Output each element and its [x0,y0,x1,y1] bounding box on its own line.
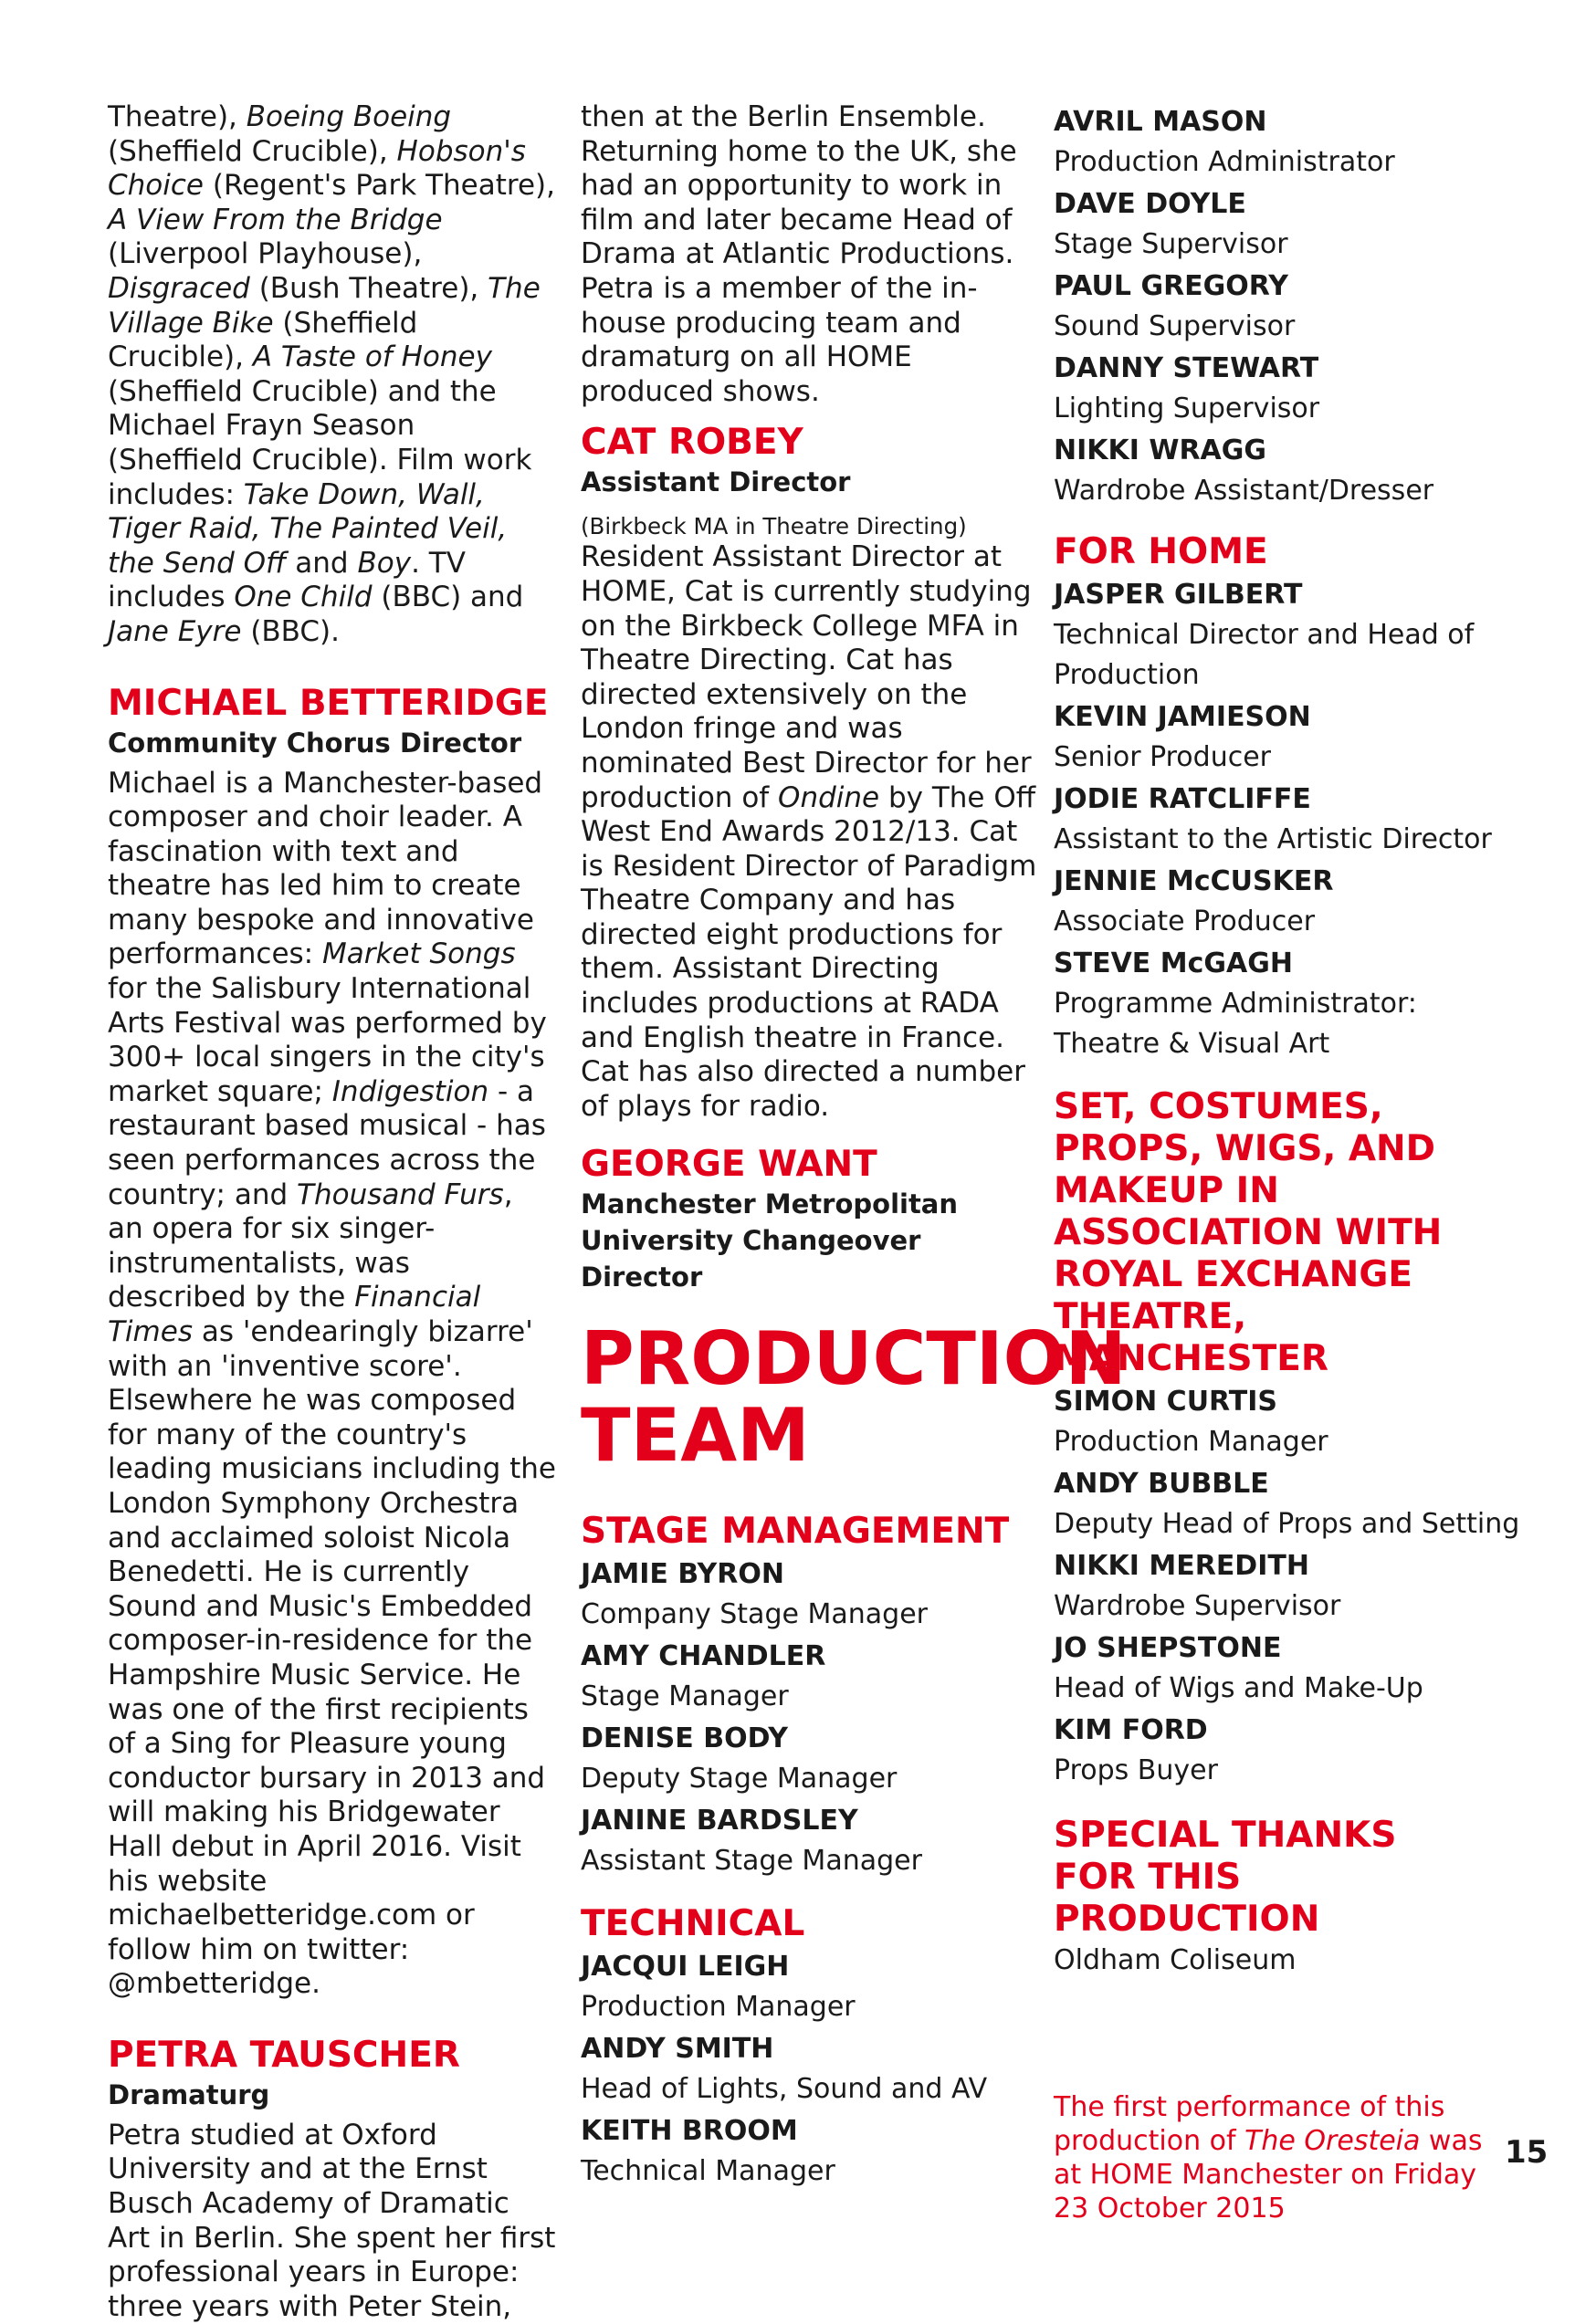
special-thanks-section [1054,1815,1528,1981]
bio-continued-paragraph: then at the Berlin Ensemble. Returning home to the UK, she had an opportunity to work in film and later became Head of Drama at Atlantic Productions. Petra is a member of the in-house producing team and dramaturg on all HOME produced shows. [581,100,1017,408]
staff-name: DAVE DOYLE [1054,188,1246,220]
bio-continued-paragraph: Theatre), Boeing Boeing (Sheffield Crucible), Hobson's Choice (Regent's Park Theatre), A View From the Bridge (Liverpool Playhouse), Disgraced (Bush Theatre), The Village Bike (Sheffield Crucible), A Taste of Honey (Sheffield Crucible) and the Michael Frayn Season (Sheffield Crucible). Film work includes: Take Down, Wall, Tiger Raid, The Painted Veil, the Send Off and Boy. TV includes One Child (BBC) and Jane Eyre (BBC). [108,100,555,648]
staff-name: DENISE BODY [581,1722,789,1755]
staff-name: NIKKI WRAGG [1054,434,1267,466]
staff-title: Senior Producer [1054,741,1272,773]
staff-name: NIKKI MEREDITH [1054,1550,1309,1582]
staff-list [1054,102,1528,511]
staff-name: JENNIE McCUSKER [1054,865,1334,897]
staff-entry [1054,1628,1528,1709]
column-1 [108,100,557,2324]
first-performance-note: The first performance of this production of The Oresteia was at HOME Manchester on Friday 23 October 2015 [1054,2091,1483,2225]
staff-name: ANDY SMITH [581,2033,774,2066]
bio-name: CAT ROBEY [581,422,803,464]
column-2 [581,100,1127,2192]
staff-name: KEITH BROOM [581,2115,798,2148]
bio-note: (Birkbeck MA in Theatre Directing) [581,513,967,540]
staff-name: JASPER GILBERT [1054,579,1303,611]
bio-petra-tauscher [108,2035,557,2324]
for-home-section [1054,531,1528,1064]
bio-role: Manchester Metropolitan University Changeover Director [581,1188,959,1293]
staff-name: JAMIE BYRON [581,1558,784,1591]
staff-list [1054,575,1528,1064]
bio-text: Michael is a Manchester-based composer and choir leader. A fascination with text and theatre has led him to create many bespoke and innovative performances: Market Songs for the Salisbury International Arts Festival was performed by 300+ local singers in the city's market square; Indigestion - a restaurant based musical - has seen performances across the country; and Thousand Furs, an opera for six singer-instrumentalists, was described by the Financial Times as 'endearingly bizarre' with an 'inventive score'. Elsewhere he was composed for many of the country's leading musicians including the London Symphony Orchestra and acclaimed soloist Nicola Benedetti. He is currently Sound and Music's Embedded composer-in-residence for the Hampshire Music Service. He was one of the first recipients of a Sing for Pleasure young conductor bursary in 2013 and will making his Bridgewater Hall debut in April 2016. Visit his website michaelbetteridge.com or follow him on twitter: @mbetteridge. [108,766,556,2001]
staff-title: Stage Supervisor [1054,228,1288,260]
staff-name: JACQUI LEIGH [581,1951,790,1984]
staff-title: Wardrobe Supervisor [1054,1590,1341,1622]
staff-title: Wardrobe Assistant/Dresser [1054,475,1434,507]
staff-name: PAUL GREGORY [1054,270,1288,302]
staff-title: Lighting Supervisor [1054,393,1320,424]
staff-title: Technical Manager [581,2155,835,2188]
staff-name: ANDY BUBBLE [1054,1468,1269,1500]
staff-entry [1054,575,1528,696]
bio-michael-betteridge [108,683,557,2002]
staff-entry [1054,431,1528,511]
staff-entry [1054,349,1528,429]
thanks-text: Oldham Coliseum [1054,1944,1297,1976]
staff-entry [1054,944,1528,1064]
column-3 [1054,100,1528,2225]
staff-entry [1054,780,1528,860]
section-heading: SPECIAL THANKS FOR THIS PRODUCTION [1054,1815,1397,1940]
staff-entry [581,1719,1037,1799]
bio-george-want [581,1144,1037,1295]
staff-title: Deputy Stage Manager [581,1763,898,1795]
staff-title: Props Buyer [1054,1754,1218,1786]
staff-list [1054,1382,1528,1791]
staff-title: Company Stage Manager [581,1598,928,1631]
staff-title: Production Manager [581,1991,856,2024]
bio-name: MICHAEL BETTERIDGE [108,682,549,724]
set-costumes-section [1054,1086,1528,1791]
staff-title: Production Manager [1054,1426,1328,1458]
section-heading: TECHNICAL [581,1903,805,1945]
staff-name: AMY CHANDLER [581,1640,826,1673]
staff-entry [581,1947,1037,2027]
staff-title: Head of Lights, Sound and AV [581,2073,988,2106]
staff-name: DANNY STEWART [1054,352,1319,384]
staff-title: Production Administrator [1054,146,1395,178]
staff-entry [581,1801,1037,1881]
staff-name: KIM FORD [1054,1714,1208,1746]
staff-entry [581,2111,1037,2192]
staff-entry [581,1637,1037,1717]
staff-name: JANINE BARDSLEY [581,1805,858,1837]
section-heading: FOR HOME [1054,531,1268,572]
staff-title: Programme Administrator: Theatre & Visual Art [1054,988,1417,1060]
staff-entry [1054,267,1528,347]
page-number: 15 [1505,2134,1549,2171]
staff-entry [581,1555,1037,1635]
staff-title: Associate Producer [1054,906,1316,937]
staff-list [581,1947,1037,2192]
staff-entry [1054,1711,1528,1791]
staff-entry [1054,1546,1528,1627]
staff-name: STEVE McGAGH [1054,947,1293,979]
staff-entry [1054,697,1528,778]
bio-name: GEORGE WANT [581,1144,877,1186]
bio-text: Resident Assistant Director at HOME, Cat is currently studying on the Birkbeck College MFA in Theatre Directing. Cat has directed extensively on the London fringe and was nominated Best Director for her production of Ondine by The Off West End Awards 2012/13. Cat is Resident Director of Paradigm Theatre Company and has directed eight productions for them. Assistant Directing includes productions at RADA and English theatre in France. Cat has also directed a number of plays for radio. [581,540,1037,1123]
staff-name: JODIE RATCLIFFE [1054,783,1311,815]
bio-role: Assistant Director [581,466,851,498]
staff-title: Assistant Stage Manager [581,1845,922,1878]
staff-title: Deputy Head of Props and Setting [1054,1508,1520,1540]
technical-section [581,1903,1037,2192]
section-heading: SET, COSTUMES, PROPS, WIGS, AND MAKEUP IN ASSOCIATION WITH ROYAL EXCHANGE THEATRE, MANCHESTER [1054,1086,1443,1379]
bio-role: Dramaturg [108,2078,270,2110]
staff-title: Head of Wigs and Make-Up [1054,1672,1423,1704]
staff-name: AVRIL MASON [1054,106,1267,138]
staff-title: Sound Supervisor [1054,310,1296,342]
staff-entry [1054,1464,1528,1544]
bio-name: PETRA TAUSCHER [108,2034,460,2076]
bio-role: Community Chorus Director [108,727,522,759]
bio-cat-robey [581,422,1037,1124]
stage-management-section [581,1511,1037,1881]
staff-entry [1054,862,1528,942]
section-heading: STAGE MANAGEMENT [581,1511,1010,1553]
staff-name: JO SHEPSTONE [1054,1632,1282,1664]
staff-entry [1054,1382,1528,1462]
staff-name: SIMON CURTIS [1054,1386,1278,1418]
staff-name: KEVIN JAMIESON [1054,701,1311,733]
staff-entry [1054,102,1528,183]
bio-text: Petra studied at Oxford University and at the Ernst Busch Academy of Dramatic Art in Berlin. She spent her first professional years in Europe: three years with Peter Stein, [108,2118,556,2323]
staff-entry [1054,184,1528,265]
staff-title: Stage Manager [581,1680,789,1713]
staff-entry [581,2029,1037,2109]
production-team-heading: PRODUCTION TEAM [581,1316,1127,1479]
staff-title: Assistant to the Artistic Director [1054,823,1492,855]
staff-title: Technical Director and Head of Production [1054,619,1475,691]
staff-list [581,1555,1037,1881]
